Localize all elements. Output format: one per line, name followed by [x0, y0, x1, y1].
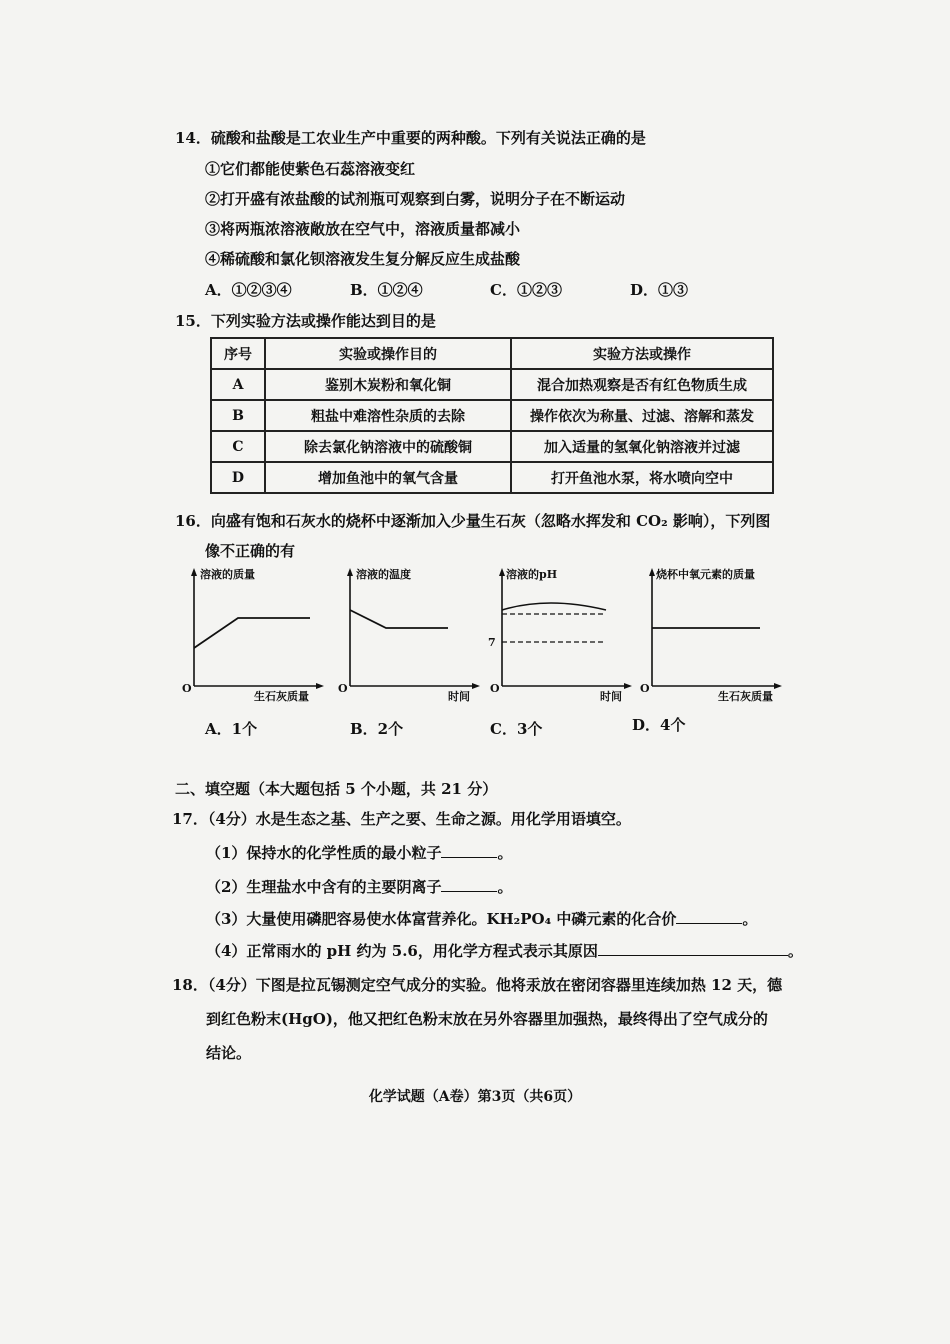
x-axis-label: 时间	[600, 690, 622, 703]
table-cell: 除去氯化钠溶液中的硫酸铜	[265, 431, 511, 462]
table-cell: 粗盐中难溶性杂质的去除	[265, 400, 511, 431]
y-axis-label: 烧杯中氧元素的质量	[656, 568, 755, 581]
y-axis-arrow	[649, 568, 655, 576]
q14-option-d: D．①③	[630, 281, 689, 299]
q16-option-b: B．2个	[350, 720, 404, 738]
x-axis-label: 时间	[448, 690, 470, 703]
answer-blank[interactable]	[441, 877, 497, 892]
table-row	[211, 400, 773, 431]
x-axis-label: 生石灰质量	[254, 690, 309, 703]
origin-label: O	[490, 682, 500, 695]
graph-curve	[502, 603, 606, 610]
table-cell: A	[211, 369, 265, 400]
q14-item-1: ①它们都能使紫色石蕊溶液变红	[205, 160, 416, 178]
y-axis-arrow	[499, 568, 505, 576]
q17-item-3	[206, 908, 757, 929]
q17-item-1-text: （1）保持水的化学性质的最小粒子	[206, 844, 442, 862]
q16-option-d: D．4个	[632, 716, 686, 734]
q17-item-2	[206, 876, 512, 897]
table-cell: B	[211, 400, 265, 431]
period: 。	[742, 910, 758, 928]
origin-label: O	[182, 682, 192, 695]
x-axis-arrow	[472, 683, 480, 689]
q16-option-c: C．3个	[490, 720, 543, 738]
q15-stem: 15．下列实验方法或操作能达到目的是	[175, 312, 436, 330]
period: 。	[787, 942, 803, 960]
y-axis-arrow	[347, 568, 353, 576]
q14-item-3: ③将两瓶浓溶液敞放在空气中，溶液质量都减小	[205, 220, 521, 238]
header-cell: 实验或操作目的	[265, 338, 511, 369]
q17-item-3-text: （3）大量使用磷肥容易使水体富营养化。KH₂PO₄ 中磷元素的化合价	[206, 910, 677, 928]
x-axis-arrow	[774, 683, 782, 689]
y-axis-arrow	[191, 568, 197, 576]
table-cell: 鉴别木炭粉和氧化铜	[265, 369, 511, 400]
table-row	[211, 369, 773, 400]
q15-table	[210, 337, 774, 494]
q18-line2: 到红色粉末(HgO)，他又把红色粉末放在另外容器里加强热，最终得出了空气成分的	[206, 1010, 768, 1028]
q14-stem: 14．硫酸和盐酸是工农业生产中重要的两种酸。下列有关说法正确的是	[175, 129, 646, 147]
q14-option-a: A．①②③④	[205, 281, 292, 299]
x-axis-label: 生石灰质量	[718, 690, 773, 703]
period: 。	[497, 878, 513, 896]
table-cell: 加入适量的氢氧化钠溶液并过滤	[511, 431, 773, 462]
q17-item-4	[206, 940, 803, 961]
q16-graph-1	[180, 566, 330, 701]
q14-option-b: B．①②④	[350, 281, 423, 299]
header-cell: 序号	[211, 338, 265, 369]
q17-item-4-text: （4）正常雨水的 pH 约为 5.6，用化学方程式表示其原因	[206, 942, 598, 960]
table-cell: 混合加热观察是否有红色物质生成	[511, 369, 773, 400]
y-axis-label: 溶液的pH	[506, 568, 558, 581]
q16-option-a: A．1个	[205, 720, 258, 738]
y-axis-label: 溶液的质量	[200, 568, 255, 581]
graph-curve	[350, 610, 448, 628]
table-row	[211, 462, 773, 493]
graph-curve	[194, 618, 310, 648]
q16-graph-2	[336, 566, 486, 701]
section-2-heading: 二、填空题（本大题包括 5 个小题，共 21 分）	[175, 780, 498, 798]
q18-line3: 结论。	[206, 1044, 252, 1062]
page-footer: 化学试题（A卷）第3页（共6页）	[368, 1089, 582, 1105]
table-cell: 操作依次为称量、过滤、溶解和蒸发	[511, 400, 773, 431]
y-axis-label: 溶液的温度	[356, 568, 411, 581]
q17-item-2-text: （2）生理盐水中含有的主要阴离子	[206, 878, 442, 896]
q17-stem: 17．（4分）水是生态之基、生产之要、生命之源。用化学用语填空。	[172, 810, 631, 828]
q16-graph-3	[488, 566, 638, 701]
q14-item-2: ②打开盛有浓盐酸的试剂瓶可观察到白雾，说明分子在不断运动	[205, 190, 626, 208]
table-cell: 增加鱼池中的氧气含量	[265, 462, 511, 493]
table-header-row	[211, 338, 773, 369]
q16-stem-line2: 像不正确的有	[205, 542, 296, 560]
answer-blank[interactable]	[598, 941, 788, 956]
tick-label-7: 7	[488, 636, 496, 649]
q17-item-1	[206, 842, 512, 863]
x-axis-arrow	[316, 683, 324, 689]
answer-blank[interactable]	[441, 843, 497, 858]
q18-line1: 18．（4分）下图是拉瓦锡测定空气成分的实验。他将汞放在密闭容器里连续加热 12 天，德	[172, 976, 783, 994]
period: 。	[497, 844, 513, 862]
origin-label: O	[640, 682, 650, 695]
origin-label: O	[338, 682, 348, 695]
q16-stem-line1: 16．向盛有饱和石灰水的烧杯中逐渐加入少量生石灰（忽略水挥发和 CO₂ 影响），下列图	[175, 512, 771, 530]
header-cell: 实验方法或操作	[511, 338, 773, 369]
q14-item-4: ④稀硫酸和氯化钡溶液发生复分解反应生成盐酸	[205, 250, 521, 268]
table-cell: C	[211, 431, 265, 462]
q14-option-c: C．①②③	[490, 281, 562, 299]
table-cell: D	[211, 462, 265, 493]
answer-blank[interactable]	[676, 909, 742, 924]
table-cell: 打开鱼池水泵，将水喷向空中	[511, 462, 773, 493]
q16-graph-4	[638, 566, 788, 701]
x-axis-arrow	[624, 683, 632, 689]
table-row	[211, 431, 773, 462]
